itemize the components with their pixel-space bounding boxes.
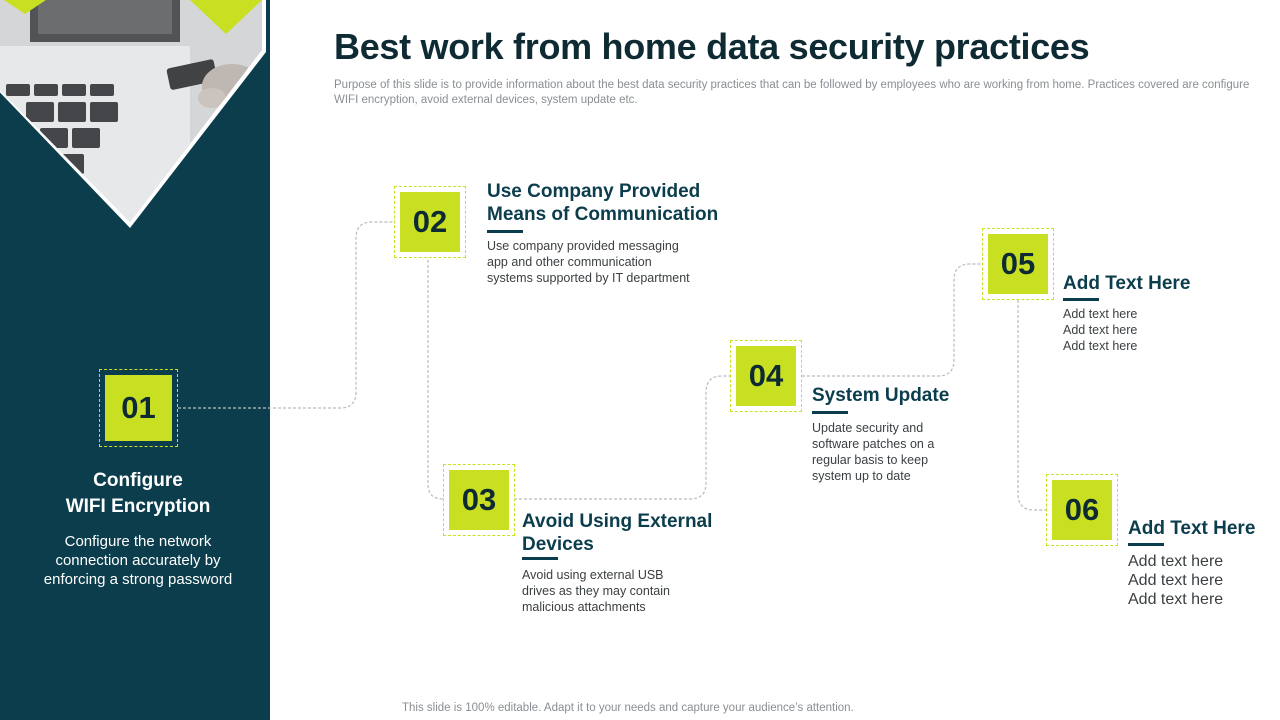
step-02-number: 02 bbox=[400, 192, 460, 252]
step-06-number-box bbox=[1046, 474, 1118, 546]
step-01-number: 01 bbox=[105, 375, 172, 441]
step-06-desc-line1: Add text here bbox=[1128, 553, 1224, 570]
step-03-desc-line2: drives as they may contain bbox=[522, 584, 670, 598]
step-04-underline bbox=[812, 411, 848, 414]
step-03-desc-line3: malicious attachments bbox=[522, 600, 646, 614]
step-04-heading: System Update bbox=[812, 385, 950, 406]
connector-04-05 bbox=[802, 264, 982, 376]
step-05-heading: Add Text Here bbox=[1063, 273, 1191, 294]
step-02-heading-line2: Means of Communication bbox=[487, 204, 719, 225]
step-04-desc-line1: Update security and bbox=[812, 421, 924, 435]
step-03-heading bbox=[522, 510, 712, 556]
step-05-underline bbox=[1063, 298, 1099, 301]
step-05-description bbox=[1063, 306, 1137, 354]
step-02-desc-line2: app and other communication bbox=[487, 255, 652, 269]
step-05-desc-line1: Add text here bbox=[1063, 307, 1138, 321]
step-04-desc-line2: software patches on a bbox=[812, 437, 935, 451]
connector-02-03 bbox=[428, 260, 443, 499]
step-04-number: 04 bbox=[736, 346, 796, 406]
page-subtitle: Purpose of this slide is to provide information about the best data security practices that can be followed by employees who are working from home. Practices covered are configure WIFI encryption, avoid external devices, system update etc. bbox=[334, 79, 1250, 106]
step-06-heading: Add Text Here bbox=[1128, 518, 1256, 539]
step-02-desc-line1: Use company provided messaging bbox=[487, 239, 679, 253]
step-06-number: 06 bbox=[1052, 480, 1112, 540]
step-04-description bbox=[812, 420, 934, 484]
step-02-desc-line3: systems supported by IT department bbox=[487, 271, 690, 285]
step-03-desc-line1: Avoid using external USB bbox=[522, 568, 664, 582]
step-01-number-box bbox=[99, 369, 178, 447]
step-02-description bbox=[487, 238, 690, 286]
step-04-desc-line4: system up to date bbox=[812, 469, 911, 483]
step-01-heading bbox=[0, 468, 276, 520]
connector-03-04 bbox=[514, 376, 730, 499]
step-05-desc-line2: Add text here bbox=[1063, 323, 1138, 337]
step-05-number-box bbox=[982, 228, 1054, 300]
step-03-description bbox=[522, 567, 670, 615]
step-06-desc-line2: Add text here bbox=[1128, 572, 1224, 589]
step-02-heading bbox=[487, 180, 718, 226]
step-06-underline bbox=[1128, 543, 1164, 546]
step-03-underline bbox=[522, 557, 558, 560]
step-03-heading-line1: Avoid Using External bbox=[522, 511, 713, 532]
connector-01-02 bbox=[178, 222, 394, 408]
step-02-underline bbox=[487, 230, 523, 233]
step-01-heading-line2: WIFI Encryption bbox=[65, 496, 211, 517]
step-03-heading-line2: Devices bbox=[522, 534, 594, 555]
step-04-desc-line3: regular basis to keep bbox=[812, 453, 929, 467]
step-01-heading-line1: Configure bbox=[93, 470, 183, 491]
step-05-desc-line3: Add text here bbox=[1063, 339, 1138, 353]
connector-05-06 bbox=[1018, 300, 1046, 510]
step-03-number: 03 bbox=[449, 470, 509, 530]
step-03-number-box bbox=[443, 464, 515, 536]
step-05-number: 05 bbox=[988, 234, 1048, 294]
step-06-desc-line3: Add text here bbox=[1128, 591, 1224, 608]
step-01-desc-line2: connection accurately by bbox=[55, 552, 221, 569]
step-01-desc-line1: Configure the network bbox=[64, 533, 212, 550]
step-04-number-box bbox=[730, 340, 802, 412]
step-02-number-box bbox=[394, 186, 466, 258]
page-title: Best work from home data security practices bbox=[334, 26, 1090, 67]
step-02-heading-line1: Use Company Provided bbox=[487, 181, 701, 202]
step-06-description bbox=[1128, 552, 1223, 609]
footer-note: This slide is 100% editable. Adapt it to your needs and capture your audience’s attention. bbox=[402, 702, 854, 714]
step-01-desc-line3: enforcing a strong password bbox=[43, 571, 233, 588]
step-01-description bbox=[0, 532, 276, 589]
